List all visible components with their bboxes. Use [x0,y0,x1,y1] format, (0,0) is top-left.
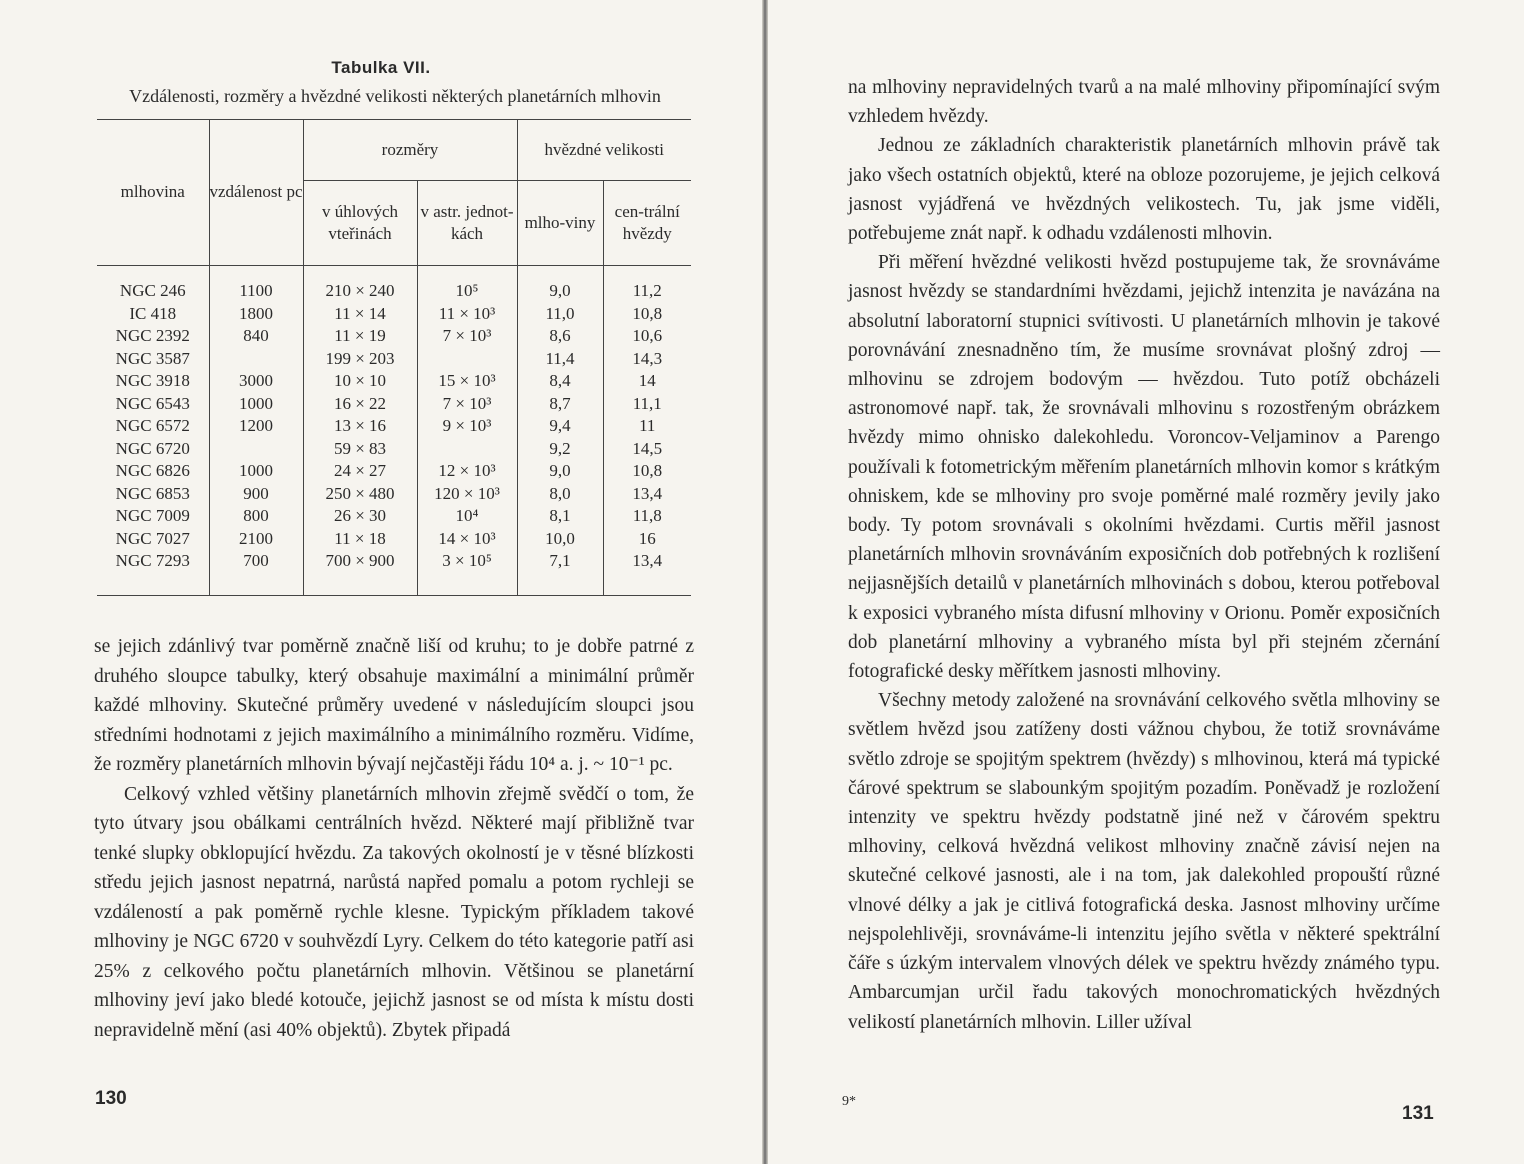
right-page [768,0,1524,1164]
cell-nebula: NGC 246 [119,281,186,300]
cell-distance: 1000 [209,393,303,416]
cell-au-size: 3 × 10⁵ [417,550,517,595]
cell-central-magnitude: 14,3 [603,348,691,371]
cell-angular-size: 11 × 14 [303,303,417,326]
cell-au-size: 9 × 10³ [417,415,517,438]
cell-nebula: NGC 7027 [115,528,190,548]
table-row [97,393,691,416]
cell-au-size: 15 × 10³ [417,370,517,393]
header-neb-mag: mlho-viny [517,181,603,266]
table-row [97,325,691,348]
cell-angular-size: 210 × 240 [303,266,417,303]
cell-angular-size: 11 × 19 [303,325,417,348]
header-dimensions: rozměry [303,120,517,181]
right-paragraph-3: Při měření hvězdné velikosti hvězd postupujeme tak, že srovnáváme jasnost hvězdy se standardními hvězdami, jejichž intenzita je navázána na absolutní laboratorní stupnici svítivosti. U planetárních mlhovin je takové porovnávání znesnadněno tím, že musíme srovnávat plošný zdroj — mlhovinu se zdrojem bodovým — hvězdou. Tuto potíž obcházeli astronomové např. tak, že srovnávali mlhovinu s rozostřeným obrázkem hvězdy mimo ohnisko dalekohledu. Voroncov-Veljaminov a Parengo používali k fotometrickým měřením planetárních mlhovin komor s krátkým ohniskem, kde se mlhoviny pro svoje poměrné malé rozměry jevily jako body. Ty potom srovnávali s okolními hvězdami. Curtis měřil jasnost planetárních mlhovin srovnáváním exposičních dob potřebných k rozlišení nejjasnějších detailů v planetárních mlhovinách s dobou, kterou potřeboval k exposici vybraného místa difusní mlhoviny v Orionu. Poměr exposičních dob planetární mlhoviny a vybraného místa byl při stejném zčernání fotografické desky měřítkem jasnosti mlhoviny. [848,252,1440,683]
cell-distance: 1800 [209,303,303,326]
table-row [97,370,691,393]
table-row [97,505,691,528]
cell-central-magnitude: 13,4 [603,550,691,595]
cell-au-size: 11 × 10³ [417,303,517,326]
cell-au-size: 10⁴ [417,505,517,528]
cell-central-magnitude: 14 [603,370,691,393]
cell-au-size [417,438,517,461]
cell-central-magnitude: 11,2 [603,266,691,303]
cell-au-size: 7 × 10³ [417,325,517,348]
left-paragraph-1: se jejich zdánlivý tvar poměrně značně liší od kruhu; to je dobře patrné z druhého sloupce tabulky, který obsahuje maximální a minimální průměr každé mlhoviny. Skutečné průměry uvedené v následujícím sloupci jsou středními hodnotami z jejich maximálního a minimálního rozměru. Vidíme, že rozměry planetárních mlhovin bývají nejčastěji řádu 10⁴ a. j. ~ 10⁻¹ pc. [94,636,694,775]
cell-nebula-magnitude: 11,0 [517,303,603,326]
cell-nebula-magnitude: 7,1 [517,550,603,595]
cell-distance: 700 [209,550,303,595]
left-paragraph-2: Celkový vzhled většiny planetárních mlhovin zřejmě svědčí o tom, že tyto útvary jsou obálkami centrálních hvězd. Některé mají přibližně tvar tenké slupky obklopující hvězdu. Za takových okolností je v těsné blízkosti středu jejich jasnost nepatrná, narůstá napřed pomalu a potom rychleji se vzdáleností a pak poměrně rychle klesne. Typickým příkladem takové mlhoviny je NGC 6720 v souhvězdí Lyry. Celkem do této kategorie patří asi 25% z celkového počtu planetárních mlhovin. Většinou se planetární mlhoviny jeví jako bledé kotouče, jejichž jasnost se od místa k místu dosti nepravidelně mění (asi 40% objektů). Zbytek připadá [94,783,694,1041]
table-title: Tabulka VII. [331,58,431,77]
header-arcsec: v úhlových vteřinách [303,181,417,266]
cell-distance: 1200 [209,415,303,438]
cell-angular-size: 13 × 16 [303,415,417,438]
cell-nebula-magnitude: 8,6 [517,325,603,348]
cell-distance: 2100 [209,528,303,551]
cell-distance [209,438,303,461]
cell-nebula: NGC 3587 [115,348,190,368]
right-body-text [848,73,1440,1037]
signature-mark: 9* [842,1094,856,1109]
table-row [97,266,691,303]
table-row [97,348,691,371]
cell-nebula-magnitude: 9,4 [517,415,603,438]
table-row [97,415,691,438]
cell-distance: 840 [209,325,303,348]
table-row [97,528,691,551]
header-au: v astr. jednot-kách [417,181,517,266]
cell-nebula-magnitude: 9,0 [517,266,603,303]
cell-au-size: 14 × 10³ [417,528,517,551]
table-row [97,483,691,506]
cell-nebula: NGC 7293 [97,550,209,595]
cell-nebula-magnitude: 10,0 [517,528,603,551]
cell-central-magnitude: 10,8 [603,460,691,483]
cell-nebula: NGC 2392 [115,326,190,345]
right-paragraph-4: Všechny metody založené na srovnávání celkového světla mlhoviny se světlem hvězd jsou zatíženy dosti vážnou chybou, že totiž srovnáváme světlo zdroje se spojitým spektrem (hvězdy) s mlhovinou, která má typické čárové spektrum se slabounkým spojitým pozadím. Poněvadž je rozložení intenzity ve spektru hvězdy podstatně jiné než v čárovém spektru mlhoviny, celková hvězdná velikost mlhoviny značně závisí nejen na skutečné celkové jasnosti, ale i na tom, jak dalekohled propouští různé vlnové délky a jak je citlivá fotografická deska. Jasnost mlhoviny určíme nejspolehlivěji, srovnáváme-li intenzitu jejího světla v některé spektrální čáře s úzkým intervalem vlnových délek ve spektru hvězdy známého typu. Ambarcumjan určil řadu takových monochromatických hvězdných velikostí planetárních mlhovin. Liller užíval [848,690,1440,1033]
table-row [97,550,691,595]
cell-nebula: NGC 7009 [115,506,190,525]
cell-nebula: NGC 3918 [115,371,190,390]
cell-distance [209,348,303,371]
cell-au-size: 120 × 10³ [417,483,517,506]
cell-distance: 800 [209,505,303,528]
cell-central-magnitude: 16 [603,528,691,551]
cell-au-size: 7 × 10³ [417,393,517,416]
cell-distance: 3000 [209,370,303,393]
cell-nebula: NGC 6572 [115,416,190,435]
cell-nebula-magnitude: 9,0 [517,460,603,483]
cell-central-magnitude: 10,8 [603,303,691,326]
header-magnitudes: hvězdné velikosti [517,120,691,181]
table-row [97,303,691,326]
cell-nebula: NGC 6543 [115,393,190,413]
cell-central-magnitude: 10,6 [603,325,691,348]
cell-angular-size: 16 × 22 [303,393,417,416]
cell-au-size [417,348,517,371]
table-row [97,460,691,483]
cell-nebula-magnitude: 8,1 [517,505,603,528]
table-subtitle: Vzdálenosti, rozměry a hvězdné velikosti některých planetárních mlhovin [129,86,661,106]
right-paragraph-1: na mlhoviny nepravidelných tvarů a na malé mlhoviny připomínající svým vzhledem hvězdy. [848,77,1440,128]
cell-central-magnitude: 11,1 [603,393,691,416]
cell-nebula: IC 418 [129,303,177,323]
page-number-right: 131 [1402,1103,1434,1124]
cell-central-magnitude: 11 [603,415,691,438]
left-body-text [94,632,694,1045]
cell-nebula-magnitude: 8,7 [517,393,603,416]
header-central-mag: cen-trální hvězdy [603,181,691,266]
cell-nebula-magnitude: 11,4 [517,348,603,371]
cell-nebula-magnitude: 8,0 [517,483,603,506]
cell-nebula: NGC 6853 [115,483,190,503]
cell-angular-size: 59 × 83 [303,438,417,461]
table-row [97,438,691,461]
cell-angular-size: 26 × 30 [303,505,417,528]
cell-nebula: NGC 6720 [115,438,190,458]
right-paragraph-2: Jednou ze základních charakteristik planetárních mlhovin právě tak jako všech ostatních objektů, které na obloze pozorujeme, je jejich celková jasnost vyjádřená ve hvězdných velikostech. Tu, jak jsme viděli, potřebujeme znát např. k odhadu vzdálenosti mlhovin. [848,135,1440,245]
cell-angular-size: 24 × 27 [303,460,417,483]
table-body [97,266,691,596]
cell-au-size: 12 × 10³ [417,460,517,483]
cell-central-magnitude: 11,8 [603,505,691,528]
cell-nebula-magnitude: 9,2 [517,438,603,461]
header-nebula: mlhovina [97,120,209,266]
cell-au-size: 10⁵ [417,266,517,303]
cell-central-magnitude: 14,5 [603,438,691,461]
cell-nebula-magnitude: 8,4 [517,370,603,393]
cell-nebula: NGC 6826 [115,461,190,480]
page-number-left: 130 [95,1088,127,1109]
cell-angular-size: 11 × 18 [303,528,417,551]
cell-distance: 1100 [209,266,303,303]
cell-distance: 900 [209,483,303,506]
header-distance: vzdálenost pc [209,120,303,266]
cell-central-magnitude: 13,4 [603,483,691,506]
cell-angular-size: 250 × 480 [303,483,417,506]
cell-angular-size: 10 × 10 [303,370,417,393]
cell-distance: 1000 [209,460,303,483]
cell-angular-size: 700 × 900 [303,550,417,595]
nebulae-table [97,119,691,596]
cell-angular-size: 199 × 203 [303,348,417,371]
